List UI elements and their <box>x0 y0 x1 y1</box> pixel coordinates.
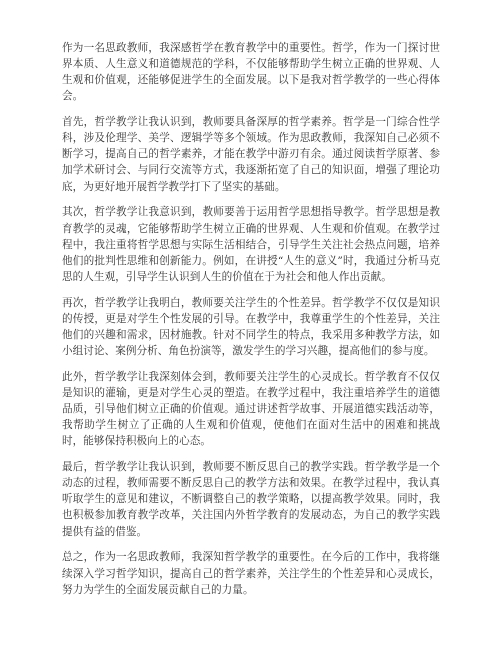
paragraph-first: 首先，哲学教学让我认识到，教师要具备深厚的哲学素养。哲学是一门综合性学科，涉及伦理学、美学、逻辑学等多个领域。作为思政教师，我深知自己必须不断学习，提高自己的哲学素养，才能在教学中游刃有余。通过阅读哲学原著、参加学术研讨会、与同行交流等方式，我逐渐拓宽了自己的知识面，增强了理论功底，为更好地开展哲学教学打下了坚实的基础。 <box>62 116 440 193</box>
paragraph-third: 再次，哲学教学让我明白，教师要关注学生的个性差异。哲学教学不仅仅是知识的传授，更是对学生个性发展的引导。在教学中，我尊重学生的个性差异，关注他们的兴趣和需求，因材施教。针对不同学生的特点，我采用多种教学方法，如小组讨论、案例分析、角色扮演等，激发学生的学习兴趣，提高他们的参与度。 <box>62 296 440 357</box>
paragraph-intro: 作为一名思政教师，我深感哲学在教育教学中的重要性。哲学，作为一门探讨世界本质、人生意义和道德规范的学科，不仅能够帮助学生树立正确的世界观、人生观和价值观，还能够促进学生的全面发展。以下是我对哲学教学的一些心得体会。 <box>62 42 440 103</box>
paragraph-fifth: 最后，哲学教学让我认识到，教师要不断反思自己的教学实践。哲学教学是一个动态的过程，教师需要不断反思自己的教学方法和效果。在教学过程中，我认真听取学生的意见和建议，不断调整自己的教学策略，以提高教学效果。同时，我也积极参加教育教学改革，关注国内外哲学教育的发展动态，为自己的教学实践提供有益的借鉴。 <box>62 461 440 538</box>
paragraph-conclusion: 总之，作为一名思政教师，我深知哲学教学的重要性。在今后的工作中，我将继续深入学习哲学知识，提高自己的哲学素养，关注学生的个性差异和心灵成长，努力为学生的全面发展贡献自己的力量。 <box>62 551 440 596</box>
paragraph-second: 其次，哲学教学让我意识到，教师要善于运用哲学思想指导教学。哲学思想是教育教学的灵魂，它能够帮助学生树立正确的世界观、人生观和价值观。在教学过程中，我注重将哲学思想与实际生活相结合，引导学生关注社会热点问题，培养他们的批判性思维和创新能力。例如，在讲授“人生的意义”时，我通过分析马克思的人生观，引导学生认识到人生的价值在于为社会和他人作出贡献。 <box>62 206 440 283</box>
paragraph-fourth: 此外，哲学教学让我深刻体会到，教师要关注学生的心灵成长。哲学教育不仅仅是知识的灌输，更是对学生心灵的塑造。在教学过程中，我注重培养学生的道德品质，引导他们树立正确的价值观。通过讲述哲学故事、开展道德实践活动等，我帮助学生树立了正确的人生观和价值观，使他们在面对生活中的困难和挑战时，能够保持积极向上的心态。 <box>62 370 440 448</box>
document-body <box>62 40 440 607</box>
